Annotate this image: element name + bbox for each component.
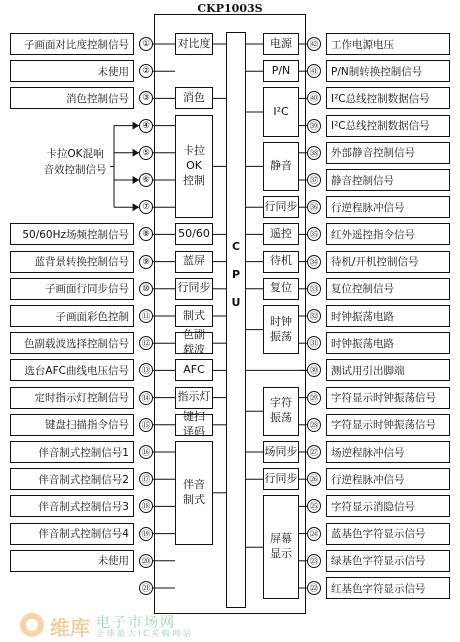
- pin-number-33: ㉝: [307, 282, 321, 296]
- left-pin-label-17: 伴音制式控制信号2: [10, 468, 134, 490]
- right-pin-label-26: 行逆程脉冲信号: [326, 468, 450, 490]
- pin-number-20: ⑳: [139, 554, 153, 568]
- right-block-1: 电源: [263, 33, 299, 55]
- left-block-2: 消色: [175, 87, 213, 109]
- pin-number-16: ⑯: [139, 445, 153, 459]
- chip-title: CKP1003S: [197, 2, 263, 15]
- karaoke-signal-label: 卡拉OK混响 音效控制信号: [43, 148, 107, 176]
- right-pin-label-42: 工作电源电压: [326, 33, 450, 55]
- right-block-11: 场同步: [263, 441, 299, 463]
- pin-number-40: ㊵: [307, 91, 321, 105]
- pin-number-39: ㊴: [307, 119, 321, 133]
- right-pin-label-31: 时钟振荡电路: [326, 332, 450, 354]
- right-pin-label-25: 字符显示消隐信号: [326, 495, 450, 517]
- pin-number-6: ⑥: [139, 173, 153, 187]
- cpu-letter-2: P: [231, 268, 241, 281]
- pin-number-25: ㉕: [307, 499, 321, 513]
- cpu-letter-3: U: [231, 296, 241, 309]
- right-pin-label-35: 红外遥控指令信号: [326, 223, 450, 245]
- pin-number-10: ⑩: [139, 282, 153, 296]
- right-pin-label-34: 待机/开机控制信号: [326, 251, 450, 273]
- pin-number-7: ⑦: [139, 200, 153, 214]
- pin-number-28: ㉘: [307, 418, 321, 432]
- watermark-site: 电子市场网: [96, 615, 176, 631]
- right-pin-label-30: 测试用引出脚端: [326, 359, 450, 381]
- left-block-3: 卡拉 OK 控制: [175, 115, 213, 219]
- pin-number-24: ㉔: [307, 527, 321, 541]
- pin-number-19: ⑲: [139, 527, 153, 541]
- pin-number-3: ③: [139, 91, 153, 105]
- right-pin-label-37: 静音控制信号: [326, 169, 450, 191]
- left-pin-label-10: 子画面行同步信号: [10, 278, 134, 300]
- pin-number-4: ④: [139, 119, 153, 133]
- pin-number-18: ⑱: [139, 499, 153, 513]
- pin-number-12: ⑫: [139, 336, 153, 350]
- left-pin-label-3: 消色控制信号: [10, 87, 134, 109]
- right-pin-label-41: P/N制转换控制信号: [326, 60, 450, 82]
- right-pin-label-23: 绿基色字符显示信号: [326, 550, 450, 572]
- pin-number-15: ⑮: [139, 418, 153, 432]
- right-pin-label-39: I²C总线控制数据信号: [326, 115, 450, 137]
- watermark: [18, 610, 438, 640]
- left-pin-label-12: 色副载波选择控制信号: [10, 332, 134, 354]
- pin-number-9: ⑨: [139, 255, 153, 269]
- right-pin-label-28: 字符显示时钟振荡信号: [326, 414, 450, 436]
- right-block-13: 屏幕 显示: [263, 495, 299, 599]
- pin-number-34: ㉞: [307, 255, 321, 269]
- left-block-10: 指示灯: [175, 387, 213, 409]
- left-block-9: AFC: [175, 359, 213, 381]
- right-block-7: 待机: [263, 251, 299, 273]
- left-pin-label-2: 未使用: [10, 60, 134, 82]
- right-block-2: P/N: [263, 60, 299, 82]
- left-pin-label-16: 伴音制式控制信号1: [10, 441, 134, 463]
- pin-number-11: ⑪: [139, 309, 153, 323]
- right-pin-label-36: 行逆程脉冲信号: [326, 196, 450, 218]
- pin-number-32: ㉜: [307, 309, 321, 323]
- left-block-11: 键扫 译码: [175, 414, 213, 436]
- cpu-letter-1: C: [231, 240, 241, 253]
- left-block-4: 50/60: [175, 223, 213, 245]
- pin-number-22: ㉒: [307, 581, 321, 595]
- pin-number-17: ⑰: [139, 472, 153, 486]
- pin-number-42: ㊷: [307, 37, 321, 51]
- cpu-core-bar: [226, 32, 246, 608]
- right-pin-label-29: 字符显示时钟振荡信号: [326, 387, 450, 409]
- pin-number-26: ㉖: [307, 472, 321, 486]
- right-block-10: 字符 振荡: [263, 387, 299, 436]
- left-block-7: 制式: [175, 305, 213, 327]
- left-pin-label-14: 定时指示灯控制信号: [10, 387, 134, 409]
- watermark-brand: 维库: [50, 616, 90, 640]
- right-pin-label-22: 红基色字符显示信号: [326, 577, 450, 599]
- right-block-3: I²C: [263, 87, 299, 136]
- right-block-12: 行同步: [263, 468, 299, 490]
- right-pin-label-40: I²C总线控制数据信号: [326, 87, 450, 109]
- left-block-5: 蓝屏: [175, 251, 213, 273]
- pin-number-13: ⑬: [139, 363, 153, 377]
- pin-number-41: ㊶: [307, 64, 321, 78]
- right-pin-label-24: 蓝基色字符显示信号: [326, 523, 450, 545]
- pin-number-35: ㉟: [307, 227, 321, 241]
- right-block-5: 行同步: [263, 196, 299, 218]
- left-pin-label-18: 伴音制式控制信号3: [10, 495, 134, 517]
- pin-number-5: ⑤: [139, 146, 153, 160]
- left-pin-label-8: 50/60Hz场频控制信号: [10, 223, 134, 245]
- right-block-9: 时钟 振荡: [263, 305, 299, 354]
- left-pin-label-20: 未使用: [10, 550, 134, 572]
- left-block-1: 对比度: [175, 33, 213, 55]
- left-block-6: 行同步: [175, 278, 213, 300]
- pin-number-2: ②: [139, 64, 153, 78]
- pin-number-21: ㉑: [139, 581, 153, 595]
- pin-number-31: ㉛: [307, 336, 321, 350]
- right-pin-label-27: 场逆程脉冲信号: [326, 441, 450, 463]
- pin-number-30: ㉚: [307, 363, 321, 377]
- left-pin-label-11: 子画面彩色控制: [10, 305, 134, 327]
- left-pin-label-19: 伴音制式控制信号4: [10, 523, 134, 545]
- right-pin-label-33: 复位控制信号: [326, 278, 450, 300]
- right-block-8: 复位: [263, 278, 299, 300]
- left-pin-label-1: 子画面对比度控制信号: [10, 33, 134, 55]
- right-pin-label-32: 时钟振荡电路: [326, 305, 450, 327]
- pin-number-36: ㊱: [307, 200, 321, 214]
- pin-number-27: ㉗: [307, 445, 321, 459]
- pin-number-8: ⑧: [139, 227, 153, 241]
- watermark-logo-icon: [20, 613, 44, 637]
- pin-number-1: ①: [139, 37, 153, 51]
- pin-number-29: ㉙: [307, 391, 321, 405]
- pin-number-38: ㊳: [307, 146, 321, 160]
- left-pin-label-9: 蓝背景转换控制信号: [10, 251, 134, 273]
- watermark-slogan: 全 球 最 大 I C 采 购 网 站: [96, 629, 191, 638]
- right-block-6: 遥控: [263, 223, 299, 245]
- pin-number-14: ⑭: [139, 391, 153, 405]
- left-pin-label-15: 键盘扫描指令信号: [10, 414, 134, 436]
- pin-number-23: ㉓: [307, 554, 321, 568]
- right-block-4: 静音: [263, 142, 299, 191]
- pin-number-37: ㊲: [307, 173, 321, 187]
- left-block-8: 色副 载波: [175, 332, 213, 354]
- right-pin-label-38: 外部静音控制信号: [326, 142, 450, 164]
- left-pin-label-13: 选台AFC曲线电压信号: [10, 359, 134, 381]
- left-block-12: 伴音 制式: [175, 441, 213, 545]
